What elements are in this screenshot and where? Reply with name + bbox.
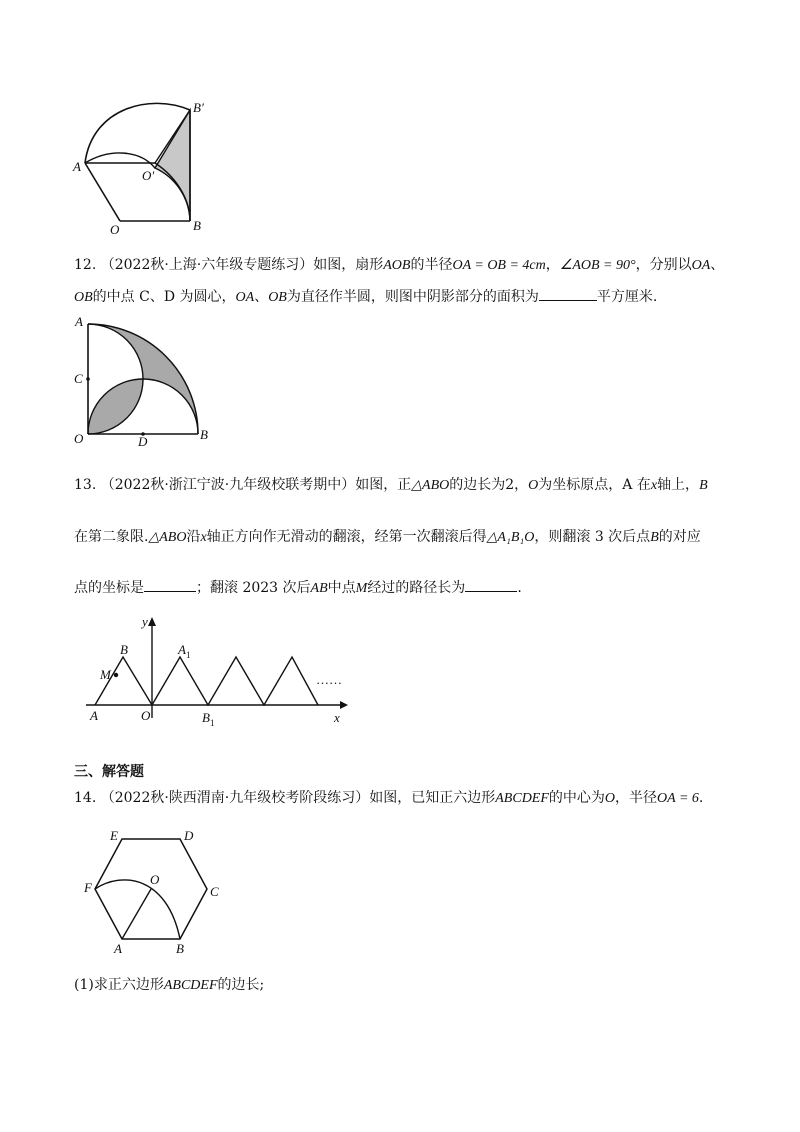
q14-sub1b: 的边长;: [217, 977, 265, 993]
q13-l3d: 经过的路径长为: [367, 580, 466, 596]
q13-line-3: [74, 577, 522, 600]
q12-t8: 平方厘米.: [596, 289, 658, 305]
point-c: [86, 377, 90, 381]
q13-x: x: [650, 478, 658, 493]
label-e: E: [110, 828, 118, 843]
label-o: O: [150, 872, 160, 887]
label-o: O: [110, 222, 120, 237]
q13-l2e: 的对应: [658, 529, 701, 545]
q13-l2b: 沿: [186, 529, 201, 545]
q13-l3e: .: [517, 580, 522, 596]
arc-f-b: [95, 880, 180, 939]
label-a: A: [73, 159, 81, 174]
y-axis-arrow: [148, 617, 156, 626]
point-m: [114, 673, 118, 677]
q12-seg-ob2: OB: [268, 290, 287, 305]
q12-t3: 、: [710, 257, 725, 273]
q12-source: （2022秋·上海·六年级专题练习）如图，扇形: [100, 257, 384, 273]
q14-o: O: [604, 791, 616, 806]
shaded-region: [155, 110, 190, 221]
label-x: x: [334, 710, 340, 725]
q13-o: O: [528, 478, 539, 493]
label-o: O: [141, 708, 151, 723]
q12-t2: ，分别以: [635, 257, 692, 273]
q13-l3a: 点的坐标是: [74, 580, 144, 596]
label-o: O: [74, 431, 84, 446]
q13-l3b: ；翻滚 2023 次后: [196, 580, 311, 596]
label-y: y: [142, 614, 148, 629]
q14-radius: OA = 6: [657, 791, 699, 806]
figure-q14: [82, 826, 232, 956]
q14-hex: ABCDEF: [495, 791, 549, 806]
figure-q11: [70, 88, 220, 238]
q12-angle: ∠AOB = 90°: [559, 258, 636, 273]
q13-l1a: （2022秋·浙江宁波·九年级校联考期中）如图，正: [100, 477, 412, 493]
q13-l1b: 的边长为2，: [449, 477, 529, 493]
label-c: C: [210, 884, 219, 899]
label-f: F: [84, 880, 92, 895]
q14-t4: .: [698, 790, 704, 806]
label-a: A: [90, 708, 98, 723]
q14-sub1a: (1)求正六边形: [74, 977, 164, 993]
q12-t5: C、D 为圆心，: [134, 289, 236, 305]
q14-line-1: [74, 787, 703, 810]
q13-number: 13.: [74, 477, 97, 493]
q13-ab: AB: [310, 581, 328, 596]
q12-t6: 、: [254, 289, 269, 305]
q13-l2c: 轴正方向作无滑动的翻滚，经第一次翻滚后得: [206, 529, 487, 545]
q14-hex2: ABCDEF: [163, 978, 218, 993]
q12-t7: 为直径作半圆，则图中阴影部分的面积为: [286, 289, 539, 305]
q13-l2a: 在第二象限.: [74, 529, 149, 545]
q12-line-2: [74, 286, 657, 309]
segment-a-o: [122, 889, 151, 939]
q13-tri-abo2: △ABO: [148, 530, 187, 545]
q13-tri-a1b1o: △A₁B₁O: [486, 530, 535, 545]
q13-l1c: 为坐标原点，A 在: [538, 477, 651, 493]
label-b: B: [120, 642, 128, 657]
q14-number: 14.: [74, 790, 97, 806]
label-m: M: [100, 667, 111, 682]
q12-seg-oa2: OA: [235, 290, 255, 305]
label-b-prime: B′: [193, 100, 204, 115]
q13-answer-blank-2[interactable]: [465, 577, 517, 592]
q13-answer-blank-1[interactable]: [144, 577, 196, 592]
q13-line-1: [74, 474, 708, 497]
shaded-region-lower: [88, 379, 143, 434]
label-a1: $A_1$: [178, 642, 191, 660]
x-axis-arrow: [340, 701, 348, 709]
label-a: A: [114, 941, 122, 956]
q13-line-2: [74, 526, 701, 549]
segment-a-o: [85, 163, 120, 221]
q12-line-1: [74, 254, 724, 277]
q12-name: AOB: [383, 258, 411, 273]
q12-seg-ob: OB: [74, 290, 93, 305]
q12-radius: OA = OB = 4cm: [452, 258, 546, 273]
q12-t4: 的中点: [92, 289, 135, 305]
section-title: 三、解答题: [74, 764, 144, 780]
q13-b2: B: [650, 530, 659, 545]
q12-answer-blank[interactable]: [539, 286, 597, 301]
label-d: D: [138, 434, 148, 447]
q12-sep1: ，: [545, 257, 560, 273]
label-b: B: [200, 427, 208, 442]
q13-x2: x: [200, 530, 207, 545]
label-c: C: [74, 371, 83, 386]
q12-seg-oa: OA: [691, 258, 711, 273]
q13-b: B: [699, 478, 708, 493]
triangle-zigzag: [95, 657, 318, 705]
q13-m: M: [355, 581, 368, 596]
label-a: A: [75, 314, 83, 329]
label-b1: $B_1$: [202, 710, 215, 728]
q12-t1: 的半径: [410, 257, 453, 273]
label-o-prime: O′: [142, 168, 155, 183]
q13-tri-abo: △ABO: [411, 478, 450, 493]
figure-q13: [78, 612, 358, 732]
label-b: B: [193, 218, 201, 233]
q14-sub-1: [74, 974, 264, 997]
q13-l2d: ，则翻滚 3 次后点: [534, 529, 651, 545]
q12-number: 12.: [74, 257, 97, 273]
q14-t1: （2022秋·陕西渭南·九年级校考阶段练习）如图，已知正六边形: [100, 790, 496, 806]
arc-a-o-prime: [85, 153, 155, 168]
q14-t2: 的中心为: [548, 790, 605, 806]
q13-l3c: 中点: [327, 580, 356, 596]
figure-q12: [70, 312, 220, 447]
ellipsis: ……: [316, 672, 342, 687]
q14-t3: ，半径: [615, 790, 658, 806]
q13-l1d: 轴上，: [657, 477, 700, 493]
label-d: D: [184, 828, 194, 843]
label-b: B: [176, 941, 184, 956]
